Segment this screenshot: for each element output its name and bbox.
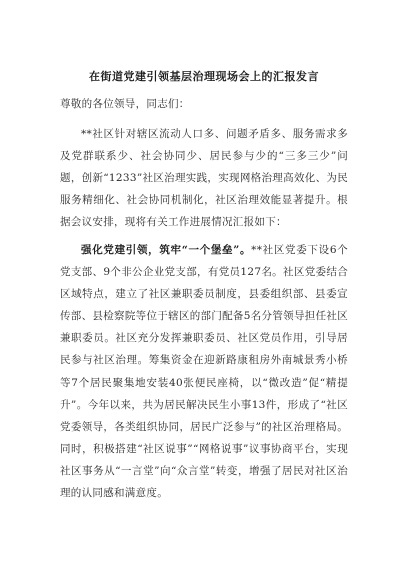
paragraph-party-building-text: **社区党委下设6个党支部、9个非公企业党支部，有党员127名。社区党委结合区域特点，建立了社区兼职委员制度，县委组织部、县委宣传部、县检察院等位于辖区的部门配备5名分管领导担任社区兼职委员。社区充分发挥兼职委员、社区党员作用，引导居民参与社区治理。筹集资金在迎新路康租房外南城景秀小桥等7个居民聚集地安装40张便民座椅，以“微改造”促“精提升”。今年以来，共为居民解决民生小事13件，形成了“社区党委领导，各类组织协同，居民广泛参与”的社区治理格局。同时，积极搭建“社区说事”“网格说事”议事协商平台，实现社区事务从“一言堂”向“众言堂”转变，增强了居民对社区治理的认同感和满意度。 <box>60 244 348 499</box>
paragraph-intro-text: **社区针对辖区流动人口多、问题矛盾多、服务需求多及党群联系少、社会协同少、居民参与少的“三多三少”问题，创新“1233”社区治理实践，实现网格治理高效化、为民服务精细化、社会协同机制化，社区治理效能显著提升。根据会议安排，现将有关工作进展情况汇报如下： <box>60 128 348 229</box>
section-heading: 强化党建引领，筑牢“一个堡垒”。 <box>81 244 252 257</box>
greeting: 尊敬的各位领导，同志们： <box>60 98 190 110</box>
paragraph-party-building <box>60 239 348 504</box>
paragraph-intro <box>60 123 348 233</box>
document-title: 在街道党建引领基层治理现场会上的汇报发言 <box>89 70 319 83</box>
